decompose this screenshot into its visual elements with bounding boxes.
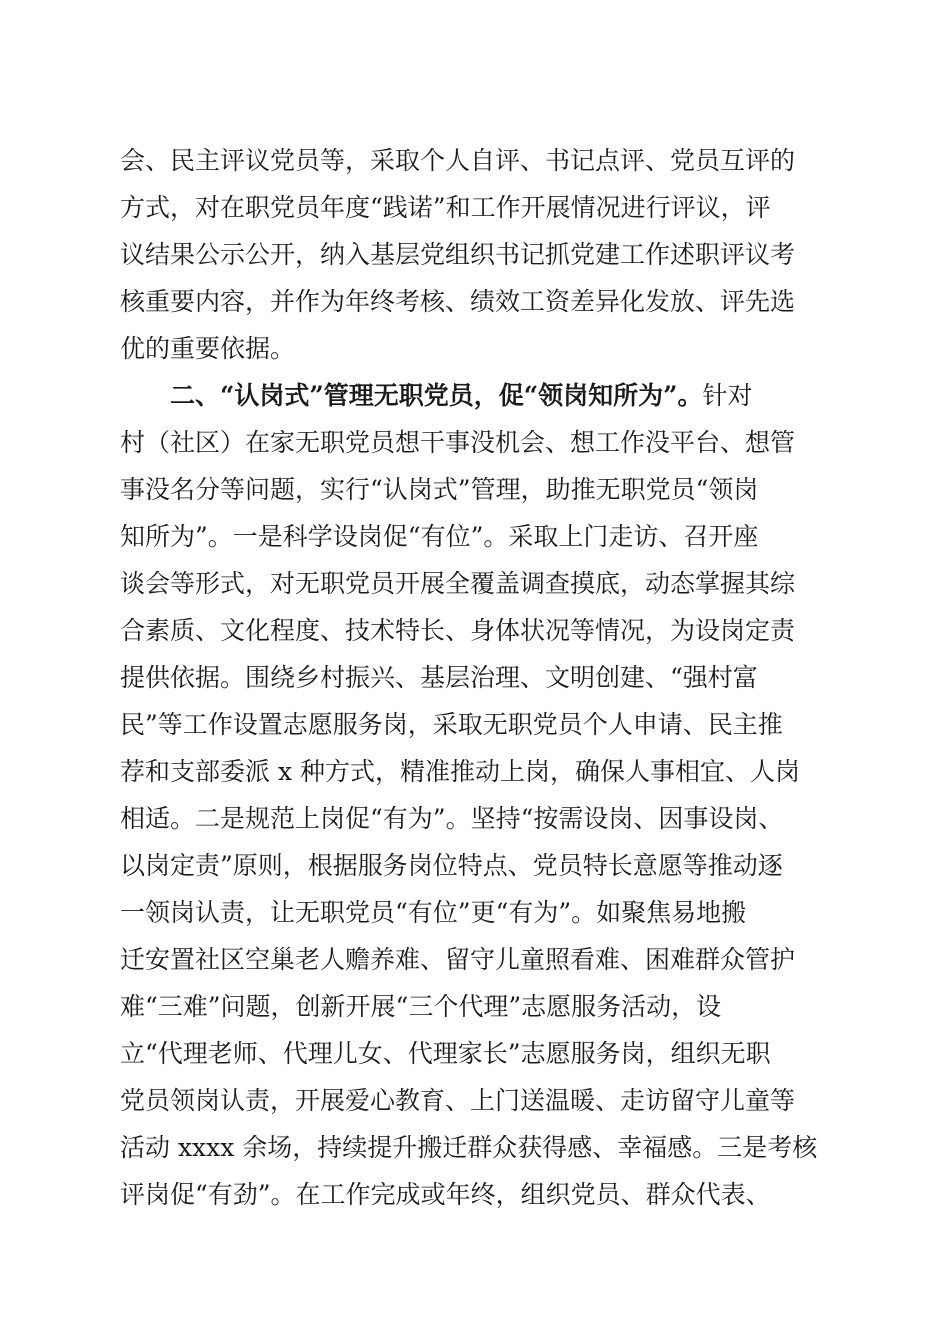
text-line: 知所为”。一是科学设岗促“有位”。采取上门走访、召开座	[120, 522, 759, 551]
text-line: 方式，对在职党员年度“践诺”和工作开展情况进行评议，评	[120, 193, 771, 222]
text-line: 村（社区）在家无职党员想干事没机会、想工作没平台、想管	[120, 428, 796, 457]
text-line: 评岗促“有劲”。在工作完成或年终，组织党员、群众代表、	[120, 1180, 771, 1209]
text-line: 党员领岗认责，开展爱心教育、上门送温暖、走访留守儿童等	[120, 1086, 796, 1115]
section-heading: 二、“认岗式”管理无职党员，促“领岗知所为”。	[170, 381, 703, 410]
text-line: 核重要内容，并作为年终考核、绩效工资差异化发放、评先选	[120, 287, 796, 316]
text-line: 合素质、文化程度、技术特长、身体状况等情况，为设岗定责	[120, 616, 796, 645]
text-line: 难“三难”问题，创新开展“三个代理”志愿服务活动，设	[120, 992, 722, 1021]
text-line: 以岗定责”原则，根据服务岗位特点、党员特长意愿等推动逐	[120, 851, 783, 880]
section-heading-line	[120, 372, 840, 419]
text-line: 议结果公示公开，纳入基层党组织书记抓党建工作述职评议考	[120, 240, 796, 269]
text-line: 会、民主评议党员等，采取个人自评、书记点评、党员互评的	[120, 146, 796, 175]
text-line: 谈会等形式，对无职党员开展全覆盖调查摸底，动态掌握其综	[120, 569, 796, 598]
text-line: 相适。二是规范上岗促“有为”。坚持“按需设岗、因事设岗、	[120, 804, 784, 833]
text-line: 荐和支部委派 x 种方式，精准推动上岗，确保人事相宜、人岗	[120, 757, 800, 786]
text-line: 优的重要依据。	[120, 334, 296, 363]
section-heading-tail: 针对	[702, 381, 753, 410]
text-line: 立“代理老师、代理儿女、代理家长”志愿服务岗，组织无职	[120, 1039, 771, 1068]
body-text	[120, 137, 840, 1218]
text-line: 提供依据。围绕乡村振兴、基层治理、文明创建、“强村富	[120, 663, 758, 692]
text-line: 迁安置社区空巢老人赡养难、留守儿童照看难、困难群众管护	[120, 945, 796, 974]
text-line: 民”等工作设置志愿服务岗，采取无职党员个人申请、民主推	[120, 710, 783, 739]
text-line: 活动 xxxx 余场，持续提升搬迁群众获得感、幸福感。三是考核	[120, 1133, 818, 1162]
text-line: 事没名分等问题，实行“认岗式”管理，助推无职党员“领岗	[120, 475, 759, 504]
text-line: 一领岗认责，让无职党员“有位”更“有为”。如聚焦易地搬	[120, 898, 747, 927]
